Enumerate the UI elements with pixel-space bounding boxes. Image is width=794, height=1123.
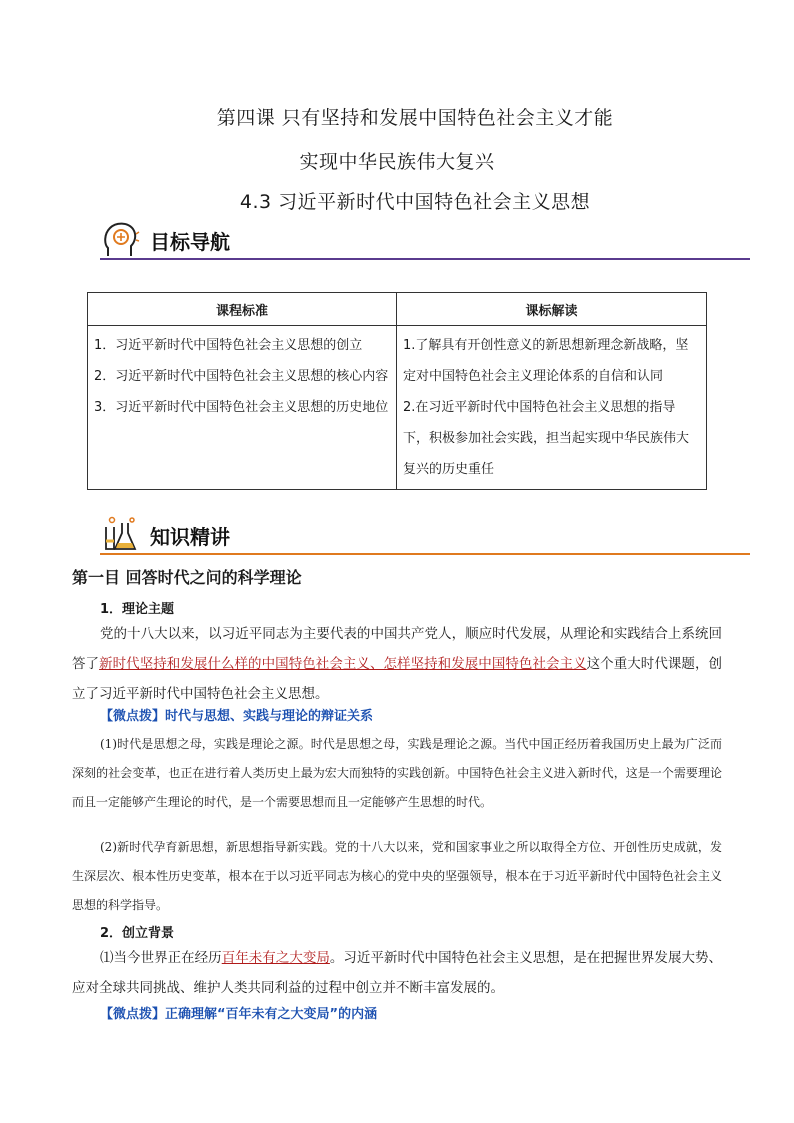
- topic-heading: 第一目 回答时代之问的科学理论: [72, 568, 302, 587]
- standards-cell: [88, 326, 397, 490]
- section-header-goals: [100, 220, 750, 260]
- section-divider: [100, 553, 750, 555]
- paragraph-theory-theme: [72, 619, 722, 709]
- standard-item: 1．习近平新时代中国特色社会主义思想的创立: [94, 338, 363, 353]
- lesson-title-continued: 实现中华民族伟大复兴: [299, 151, 495, 173]
- lesson-title: 第四课 只有坚持和发展中国特色社会主义才能: [216, 107, 614, 129]
- tip-note: (1)时代是思想之母，实践是理论之源。时代是思想之母，实践是理论之源。当代中国正经历着我国历史上最为广泛而深刻的社会变革，也正在进行着人类历史上最为宏大而独特的实践创新。中国特色社会主义进入新时代，这是一个需要理论而且一定能够产生理论的时代，是一个需要思想而且一定能够产生思想的时代。: [72, 737, 722, 809]
- section-label-knowledge: 知识精讲: [150, 525, 230, 549]
- table-header-interpretation: 课标解读: [397, 293, 707, 326]
- section-divider: [100, 258, 750, 260]
- paragraph-text: 。习近平新时代中国特色社会主义思想，是在把握世界发展大势、应对全球共同挑战、维护人类共同利益的过程中创立并不断丰富发展的。: [72, 950, 723, 996]
- paragraph-text: 党的十八大以来，以习近平同志为主要代表的中国共产党人，顺应时代发展，从理论和实践结合上系统回答了: [72, 626, 722, 672]
- table-header-standard: 课程标准: [88, 293, 397, 326]
- paragraph-text: ⑴当今世界正在经历: [100, 950, 222, 966]
- interpretation-item: 1.了解具有开创性意义的新思想新理念新战略，坚定对中国特色社会主义理论体系的自信和认同: [403, 338, 689, 384]
- subheading-background: 2．创立背景: [100, 926, 175, 941]
- paragraph-text: 这个重大时代课题，创立了习近平新时代中国特色社会主义思想。: [72, 656, 723, 702]
- interpretation-item: 2.在习近平新时代中国特色社会主义思想的指导下，积极参加社会实践，担当起实现中华民族伟大复兴的历史重任: [403, 400, 690, 477]
- highlighted-text: 百年未有之大变局: [221, 950, 330, 966]
- standard-item: 3．习近平新时代中国特色社会主义思想的历史地位: [94, 400, 389, 415]
- subheading-theory-theme: 1．理论主题: [100, 602, 175, 617]
- head-lightbulb-icon: [102, 220, 140, 258]
- paragraph-background: [72, 943, 722, 1003]
- lab-flask-icon: [102, 515, 140, 553]
- interpretation-cell: [397, 326, 707, 490]
- tip-note: (2)新时代孕育新思想，新思想指导新实践。党的十八大以来，党和国家事业之所以取得全方位、开创性历史成就，发生深层次、根本性历史变革，根本在于以习近平同志为核心的党中央的坚强领导，根本在于习近平新时代中国特色社会主义思想的科学指导。: [72, 840, 722, 912]
- section-header-knowledge: [100, 515, 750, 555]
- tip-heading: 【微点拨】时代与思想、实践与理论的辩证关系: [100, 709, 374, 724]
- standard-item: 2．习近平新时代中国特色社会主义思想的核心内容: [94, 369, 389, 384]
- tip-heading: 【微点拨】正确理解“百年未有之大变局”的内涵: [100, 1007, 378, 1022]
- section-label-goals: 目标导航: [150, 230, 230, 254]
- section-title: 4.3 习近平新时代中国特色社会主义思想: [239, 191, 591, 213]
- curriculum-table: [87, 292, 707, 490]
- highlighted-text: 新时代坚持和发展什么样的中国特色社会主义、怎样坚持和发展中国特色社会主义: [99, 656, 587, 672]
